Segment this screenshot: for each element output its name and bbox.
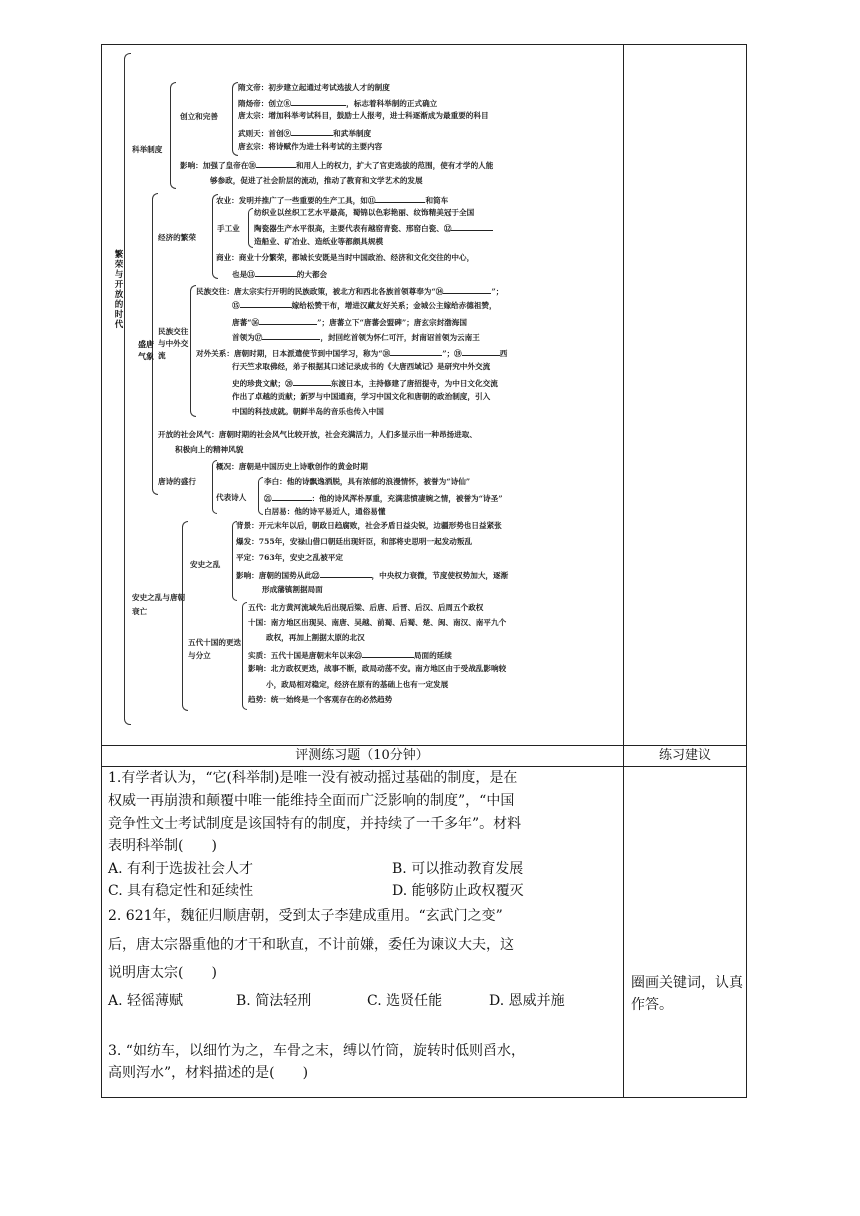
q3-line-1: 3. “如纺车，以细竹为之，车骨之末，缚以竹筒，旋转时低则舀水，: [108, 1043, 525, 1059]
commerce-1: 商业：商业十分繁荣，都城长安既是当时中国政治、经济和文化交往的中心，: [216, 253, 475, 262]
handicraft-1: 纺织业以丝织工艺水平最高，蜀锦以色彩艳丽、纹饰精美冠于全国: [254, 208, 475, 217]
handicraft-label: 手工业: [217, 224, 240, 233]
keju-line-2: 隋炀帝：创立⑧ ，标志着科举制的正式确立: [238, 99, 438, 108]
keju-line-4: 武则天：首创⑨ 和武举制度: [238, 129, 372, 138]
root-bracket: [124, 53, 131, 725]
ethnic-line-1: 民族交往：唐太宗实行开明的民族政策，被北方和西北各族首领尊奉为“⑭ ”；: [196, 287, 504, 296]
q2-line-3: 说明唐太宗( ): [108, 965, 217, 981]
economy-label: 经济的繁荣: [158, 233, 196, 242]
ethnic-line-4: 首领为⑰ ，封回纥首领为怀仁可汗，封南诏首领为云南王: [232, 333, 480, 342]
shiguo-line-2: 政权，再加上割据太原的北汉: [266, 633, 365, 642]
foreign-line-4: 作出了卓越的贡献；新罗与中国通商，学习中国文化和唐朝的政治制度，引入: [232, 392, 491, 401]
q2-option-a[interactable]: A. 轻徭薄赋: [108, 993, 184, 1009]
agri-line: 农业：发明并推广了一些重要的生产工具，如⑪ 和筒车: [216, 196, 449, 205]
ethnic-label: 民族交往与中外交流: [158, 327, 189, 360]
q3-line-2: 高则泻水”，材料描述的是( ): [108, 1065, 309, 1081]
shengtang-label: 盛唐气象: [138, 339, 154, 361]
keju-influence-2: 够参政，促进了社会阶层的流动，推动了教育和文学艺术的发展: [210, 176, 423, 185]
keju-influence-1: 影响：加强了皇帝在⑩ 和用人上的权力，扩大了官吏选拔的范围，使有才学的人能: [180, 161, 494, 170]
column-divider: [623, 44, 624, 1098]
anshi-label: 安史之乱: [190, 560, 221, 569]
foreign-line-1: 对外关系：唐朝时期，日本派遣使节到中国学习，称为“⑱ ”；⑲ 西: [196, 349, 508, 358]
wudai-label: 五代十国的更迭与分立: [188, 638, 242, 660]
wudai-influence-2: 小，政局相对稳定，经济在原有的基础上也有一定发展: [266, 680, 449, 689]
keju-line-5: 唐玄宗：将诗赋作为进士科考试的主要内容: [238, 142, 383, 151]
handicraft-2: 陶瓷器生产水平很高，主要代表有越窑青瓷、邢窑白瓷、⑫: [254, 222, 493, 234]
wudai-bracket: [242, 602, 247, 710]
poet-dufu: ㉑ ：他的诗风浑朴厚重，充满悲愤凄婉之情，被誉为“诗圣”: [264, 494, 503, 503]
q2-line-2: 后，唐太宗器重他的才干和耿直，不计前嫌，委任为谏议大夫，这: [108, 937, 514, 953]
keju-line-3: 唐太宗：增加科举考试科目，鼓励士人报考，进士科逐渐成为最重要的科目: [238, 111, 489, 120]
economy-bracket: [212, 194, 218, 279]
q1-option-a[interactable]: A. 有利于选拔社会人才: [108, 861, 254, 877]
q1-line-3: 竞争性文士考试制度是该国特有的制度，并持续了一千多年”。材料: [108, 816, 522, 832]
row-divider-top: [101, 745, 747, 746]
q1-line-4: 表明科举制( ): [108, 838, 217, 854]
keju-line-1: 隋文帝：初步建立起通过考试选拔人才的制度: [238, 83, 390, 92]
practice-advice: 圈画关键词，认真作答。: [631, 975, 743, 1013]
anshi-end: 平定：763年，安史之乱被平定: [236, 553, 343, 562]
poet-baijuyi: 白居易：他的诗平易近人，通俗易懂: [264, 507, 386, 516]
keju-sub: 创立和完善: [180, 112, 218, 121]
social-line-2: 积极向上的精神风貌: [175, 445, 244, 454]
foreign-line-3: 史的珍贵文献；⑳ 东渡日本，主持修建了唐招提寺，为中日文化交流: [232, 379, 498, 388]
commerce-2: 也是⑬ 的大都会: [232, 270, 328, 279]
anshi-outbreak: 爆发：755年，安禄山借口朝廷出现奸臣，和部将史思明一起发动叛乱: [236, 537, 473, 546]
social-line-1: 开放的社会风气：唐朝时期的社会风气比较开放，社会充满活力，人们多显示出一种昂扬进取、: [158, 430, 477, 439]
ethnic-line-3: 唐蕃“⑯ ”；唐蕃立下“唐蕃会盟碑”；唐玄宗封渤海国: [232, 318, 467, 327]
q1-option-c[interactable]: C. 具有稳定性和延续性: [108, 883, 254, 899]
anshi-influence-2: 形成藩镇割据局面: [262, 585, 323, 594]
poets-bracket: [258, 477, 263, 515]
decline-bracket: [182, 521, 188, 711]
poetry-label: 唐诗的盛行: [158, 477, 196, 486]
mindmap-root-label: 繁荣与开放的时代: [114, 250, 124, 330]
q1-line-2: 权威一再崩溃和颠覆中唯一能维持全面而广泛影响的制度”，“中国: [108, 793, 515, 809]
poet-libai: 李白：他的诗飘逸洒脱，具有浓郁的浪漫情怀，被誉为“诗仙”: [264, 477, 471, 486]
decline-label: 安史之乱与唐朝衰亡: [132, 593, 186, 616]
handicraft-3: 造船业、矿冶业、造纸业等都颇具规模: [254, 237, 384, 246]
trend-line: 趋势：统一始终是一个客观存在的必然趋势: [248, 695, 393, 704]
poetry-overview: 概况：唐朝是中国历史上诗歌创作的黄金时期: [216, 462, 368, 471]
shiguo-line-1: 十国：南方地区出现吴、南唐、吴越、前蜀、后蜀、楚、闽、南汉、南平九个: [248, 618, 507, 627]
q2-option-d[interactable]: D. 恩威并施: [489, 993, 565, 1009]
keju-label: 科举制度: [132, 145, 163, 154]
ethnic-line-2: ⑮ 嫁给松赞干布，增进汉藏友好关系；金城公主嫁给赤德祖赞，: [232, 301, 497, 310]
anshi-influence-1: 影响：唐朝的国势从此㉒ ，中央权力衰微，节度使权势加大，逐渐: [236, 571, 509, 580]
advice-header: 练习建议: [658, 748, 711, 763]
q2-option-b[interactable]: B. 简法轻刑: [236, 993, 312, 1009]
keju-bracket: [170, 82, 176, 189]
poets-label: 代表诗人: [216, 493, 247, 502]
foreign-line-2: 行天竺求取佛经，弟子根据其口述记录成书的《大唐西域记》是研究中外交流: [232, 362, 491, 371]
wudai-influence-1: 影响：北方政权更迭，战事不断，政局动荡不安。南方地区由于受战乱影响较: [248, 664, 507, 673]
wudai-line: 五代：北方黄河流域先后出现后梁、后唐、后晋、后汉、后周五个政权: [248, 603, 484, 612]
q1-option-b[interactable]: B. 可以推动教育发展: [392, 861, 524, 877]
q1-line-1: 1.有学者认为，“它(科举制)是唯一没有被动摇过基础的制度，是在: [108, 770, 518, 786]
q2-line-1: 2. 621年，魏征归顺唐朝，受到太子李建成重用。“玄武门之变”: [108, 908, 503, 924]
handicraft-bracket: [248, 208, 253, 248]
q1-option-d[interactable]: D. 能够防止政权覆灭: [392, 883, 524, 899]
essence-line: 实质：五代十国是唐朝末年以来㉓ 局面的延续: [248, 651, 452, 660]
foreign-line-5: 中国的科技成就。朝鲜半岛的音乐也传入中国: [232, 407, 384, 416]
exercise-header: 评测练习题（10分钟）: [295, 748, 429, 763]
q2-option-c[interactable]: C. 选贤任能: [367, 993, 443, 1009]
anshi-bg: 背景：开元末年以后，朝政日趋腐败，社会矛盾日益尖锐，边疆形势也日益紧张: [236, 521, 502, 530]
